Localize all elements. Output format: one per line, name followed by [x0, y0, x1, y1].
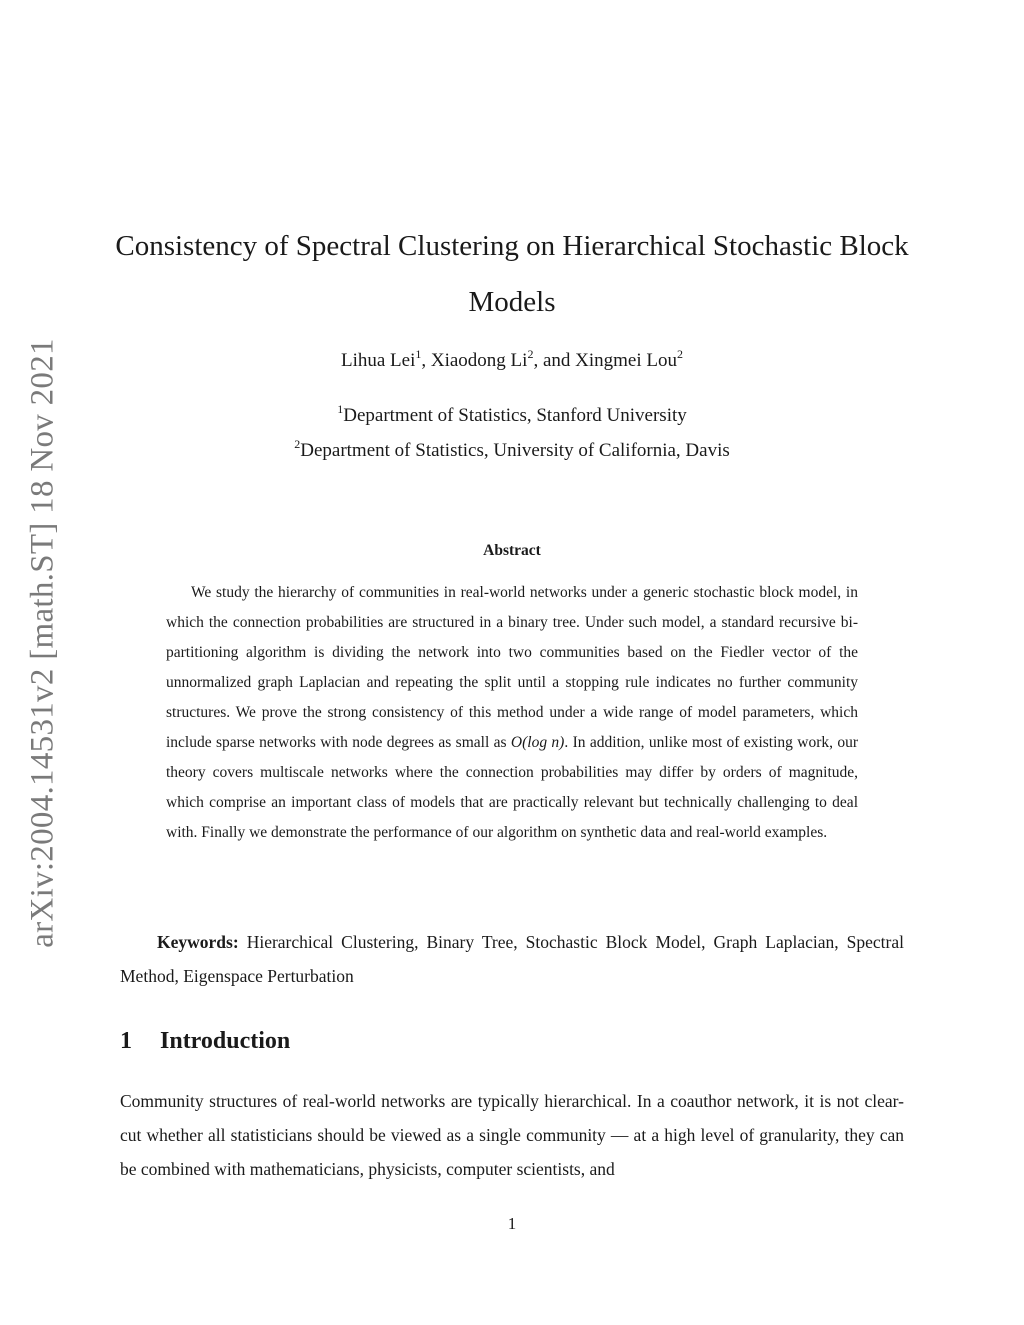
abstract-text: . In addition, unlike most of existing work, our theory covers multiscale networks where the connection probabilities may differ by orders of magnitude, which comprise an important class of models that are practically relevant but technically challenging to deal with. Finally we demonstrate the performance of our algorithm on synthetic data and real-world examples. [166, 734, 859, 841]
keywords-text: Hierarchical Clustering, Binary Tree, Stochastic Block Model, Graph Laplacian, Spectral Method, Eigenspace Perturbation [120, 932, 905, 986]
author-affil-mark: 2 [677, 347, 683, 361]
author-affil-mark: 1 [415, 347, 422, 361]
abstract-body [166, 578, 858, 848]
page-number: 1 [507, 1214, 517, 1233]
affiliation [110, 437, 914, 462]
keywords-label: Keywords: [157, 932, 239, 952]
section-heading [120, 1028, 290, 1055]
author-name: Xingmei Lou [575, 350, 677, 371]
paper-title: Consistency of Spectral Clustering on Hierarchical Stochastic Block Models [115, 230, 909, 318]
abstract-math: O(log n) [510, 734, 565, 751]
affiliation [110, 402, 914, 427]
affiliation-text: Department of Statistics, Stanford University [343, 405, 687, 426]
author-separator: , [421, 350, 431, 371]
abstract-heading: Abstract [483, 542, 541, 559]
affiliation-mark: 2 [294, 437, 301, 451]
author-affil-mark: 2 [527, 347, 534, 361]
intro-paragraph: Community structures of real-world networks are typically hierarchical. In a coauthor network, it is not clear-cut whether all statisticians should be viewed as a single community — at a high level of granularity, they can be combined with mathematicians, physicists, computer scientists, and [120, 1091, 904, 1179]
keywords [120, 925, 904, 993]
section-title: Introduction [160, 1028, 291, 1054]
affiliation-text: Department of Statistics, University of California, Davis [300, 440, 730, 461]
author-name: Xiaodong Li [430, 350, 528, 371]
section-number: 1 [120, 1028, 132, 1054]
author-list [110, 347, 914, 372]
affiliation-mark: 1 [337, 402, 344, 416]
author-separator: , and [533, 350, 576, 371]
arxiv-stamp: arXiv:2004.14531v2 [math.ST] 18 Nov 2021 [24, 338, 61, 948]
abstract-text: We study the hierarchy of communities in real-world networks under a generic stochastic block model, in which the connection probabilities are structured in a binary tree. Under such model, a standard recursive bi-partitioning algorithm is dividing the network into two communities based on the Fiedler vector of the unnormalized graph Laplacian and repeating the split until a stopping rule indicates no further community structures. We prove the strong consistency of this method under a wide range of model parameters, which include sparse networks with node degrees as small as [166, 584, 858, 751]
author-name: Lihua Lei [340, 350, 416, 371]
